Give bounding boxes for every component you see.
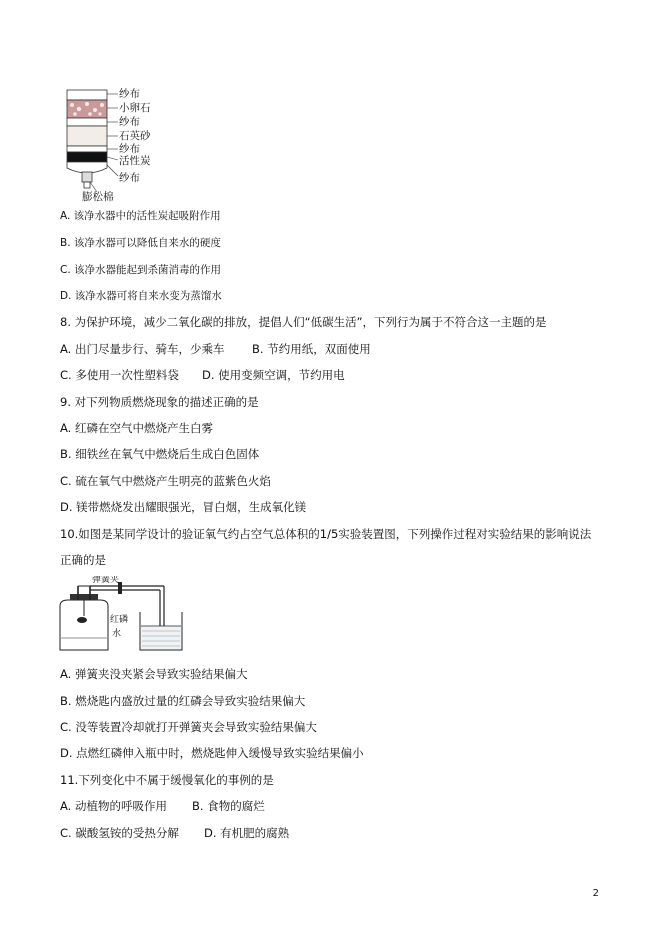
q9-option-d: D. 镁带燃烧发出耀眼强光，冒白烟，生成氧化镁: [60, 500, 307, 514]
q9-option-a: A. 红磷在空气中燃烧产生白雾: [60, 421, 213, 435]
clip-label: 弹簧夹: [92, 576, 120, 585]
q8-option-b: B. 节约用纸，双面使用: [252, 342, 371, 356]
phosphorus-label: 红磷: [110, 615, 129, 625]
filter-label: 纱布: [119, 172, 140, 184]
q8-option-d: D. 使用变频空调，节约用电: [202, 368, 345, 382]
q10-stem-line1: 10.如图是某同学设计的验证氧气约占空气总体积的1/5实验装置图，下列操作过程对实验结果的影响说法: [60, 527, 592, 541]
q8-option-a: A. 出门尽量步行、骑车，少乘车: [60, 342, 225, 356]
q10-option-d: D. 点燃红磷伸入瓶中时，燃烧匙伸入缓慢导致实验结果偏小: [60, 746, 364, 760]
q11-stem: 11.下列变化中不属于缓慢氧化的事例的是: [60, 773, 274, 787]
water-label: 水: [112, 629, 122, 639]
q10-stem-line2: 正确的是: [60, 553, 106, 567]
water-filter-figure: [62, 82, 182, 204]
q10-option-a: A. 弹簧夹没夹紧会导致实验结果偏大: [60, 667, 248, 681]
q7-option-c: C. 该净水器能起到杀菌消毒的作用: [60, 264, 222, 276]
q10-option-b: B. 燃烧匙内盛放过量的红磷会导致实验结果偏大: [60, 694, 306, 708]
filter-label: 小卵石: [119, 102, 151, 114]
filter-label: 纱布: [119, 116, 140, 128]
q11-option-a: A. 动植物的呼吸作用: [60, 799, 167, 813]
filter-label: 膨松棉: [82, 191, 114, 203]
q11-option-c: C. 碳酸氢铵的受热分解: [60, 826, 179, 840]
q7-option-b: B. 该净水器可以降低自来水的硬度: [60, 237, 221, 249]
filter-label: 石英砂: [119, 130, 151, 142]
q11-option-b: B. 食物的腐烂: [192, 799, 265, 813]
q8-option-c: C. 多使用一次性塑料袋: [60, 368, 179, 382]
oxygen-experiment-figure: [56, 576, 206, 656]
q9-stem: 9. 对下列物质燃烧现象的描述正确的是: [60, 395, 259, 409]
q7-option-a: A. 该净水器中的活性炭起吸附作用: [60, 210, 221, 222]
filter-label: 纱布: [119, 143, 140, 155]
page-number: 2: [592, 888, 599, 899]
q11-option-d: D. 有机肥的腐熟: [204, 826, 290, 840]
q7-option-d: D. 该净水器可将自来水变为蒸馏水: [60, 290, 222, 302]
q9-option-c: C. 硫在氧气中燃烧产生明亮的蓝紫色火焰: [60, 474, 271, 488]
q9-option-b: B. 细铁丝在氧气中燃烧后生成白色固体: [60, 447, 260, 461]
q8-stem: 8. 为保护环境，减少二氧化碳的排放，提倡人们“低碳生活”，下列行为属于不符合这一主题的是: [60, 315, 547, 329]
q10-option-c: C. 没等装置冷却就打开弹簧夹会导致实验结果偏大: [60, 720, 317, 734]
filter-label: 纱布: [119, 88, 140, 100]
filter-label: 活性炭: [119, 155, 151, 167]
